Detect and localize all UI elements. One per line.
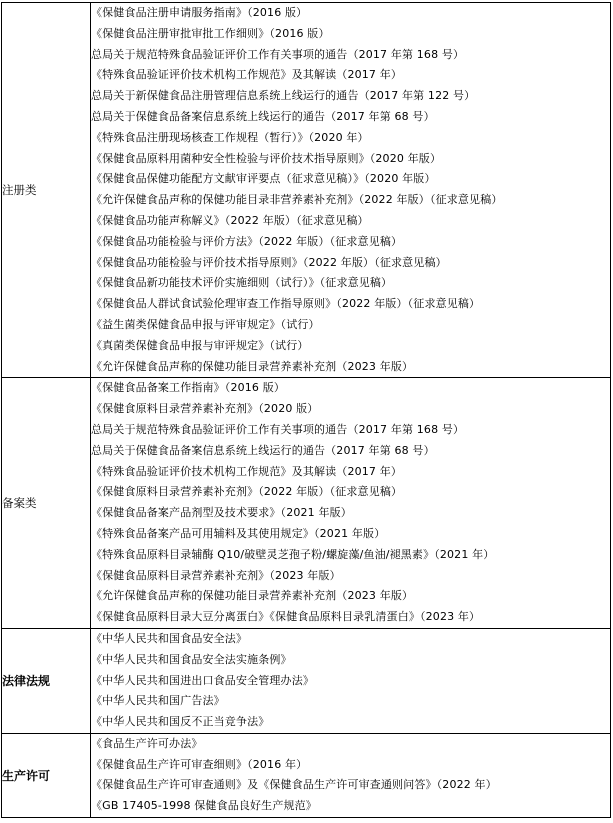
regulation-item: 总局关于规范特殊食品验证评价工作有关事项的通告（2017 年第 168 号） — [91, 47, 465, 61]
section-row — [2, 378, 611, 629]
regulation-item: 《保健食品人群试食试验伦理审查工作指导原则》（2022 年版）（征求意见稿） — [91, 297, 481, 311]
regulation-item: 《真菌类保健食品申报与审评规定》（试行） — [91, 338, 309, 352]
regulation-item: 《保健食品备案工作指南》（2016 版） — [91, 381, 285, 395]
category-label: 注册类 — [2, 3, 91, 378]
section-row — [2, 628, 611, 733]
regulation-item: 《益生菌类保健食品申报与评审规定》（试行） — [91, 317, 320, 331]
category-label: 法律法规 — [2, 628, 91, 733]
regulation-item: 《允许保健食品声称的保健功能目录营养素补充剂（2023 年版） — [91, 589, 414, 603]
regulation-item: 《GB 17405-1998 保健食品良好生产规范》 — [91, 799, 317, 813]
regulation-item: 《保健食原料目录营养素补充剂》（2022 年版）（征求意见稿） — [91, 485, 403, 499]
regulation-item: 《特殊食品原料目录辅酶 Q10/破壁灵芝孢子粉/螺旋藻/鱼油/褪黑素》（2021 年） — [91, 547, 495, 561]
category-label: 备案类 — [2, 378, 91, 629]
regulation-item: 《中华人民共和国食品安全法》 — [91, 631, 248, 645]
regulation-item: 总局关于保健食品备案信息系统上线运行的通告（2017 年第 68 号） — [91, 443, 435, 457]
regulation-item: 《保健食品生产许可审查通则》及《保健食品生产许可审查通则问答》（2022 年） — [91, 778, 497, 792]
regulation-table-body — [2, 3, 611, 818]
regulation-item: 总局关于新保健食品注册管理信息系统上线运行的通告（2017 年第 122 号） — [91, 89, 476, 103]
regulation-item: 《保健食原料目录营养素补充剂》（2020 版） — [91, 402, 319, 416]
regulation-item: 《保健食品注册申请服务指南》（2016 版） — [91, 6, 308, 19]
regulation-list — [91, 733, 611, 817]
regulation-item: 《保健食品保健功能配方文献审评要点（征求意见稿）》（2020 年版） — [91, 172, 436, 186]
regulation-list — [91, 3, 611, 378]
regulation-item: 《特殊食品注册现场核查工作规程（暂行）》（2020 年） — [91, 130, 369, 144]
regulation-table — [1, 2, 611, 818]
regulation-item: 总局关于保健食品备案信息系统上线运行的通告（2017 年第 68 号） — [91, 109, 435, 123]
regulation-item: 《保健食品生产许可审查细则》（2016 年） — [91, 757, 308, 771]
regulation-item: 《允许保健食品声称的保健功能目录营养素补充剂（2023 年版） — [91, 359, 414, 373]
regulation-list — [91, 378, 611, 629]
regulation-item: 《允许保健食品声称的保健功能目录非营养素补充剂》（2022 年版）（征求意见稿） — [91, 193, 503, 207]
regulation-item: 《食品生产许可办法》 — [91, 736, 203, 750]
section-row — [2, 3, 611, 378]
regulation-item: 《保健食品功能检验与评价技术指导原则》（2022 年版）（征求意见稿） — [91, 255, 447, 269]
regulation-item: 《保健食品功能检验与评价方法》（2022 年版）（征求意见稿） — [91, 234, 403, 248]
regulation-item: 《保健食品原料用菌种安全性检验与评价技术指导原则》（2020 年版） — [91, 151, 442, 165]
regulation-item: 《特殊食品备案产品可用辅料及其使用规定》（2021 年版） — [91, 526, 386, 540]
regulation-item: 《特殊食品验证评价技术机构工作规范》及其解读（2017 年） — [91, 68, 402, 82]
category-label: 生产许可 — [2, 733, 91, 817]
regulation-item: 《保健食品新功能技术评价实施细则（试行）》（征求意见稿） — [91, 276, 393, 290]
regulation-item: 《保健食品注册审批审批工作细则》（2016 版） — [91, 26, 330, 40]
regulation-item: 《中华人民共和国进出口食品安全管理办法》 — [91, 673, 314, 687]
regulation-item: 《保健食品原料目录大豆分离蛋白》《保健食品原料目录乳清蛋白》（2023 年） — [91, 610, 481, 624]
regulation-item: 《保健食品功能声称解义》（2022 年版）（征求意见稿） — [91, 213, 369, 227]
regulation-list — [91, 628, 611, 733]
regulation-item: 《特殊食品验证评价技术机构工作规范》及其解读（2017 年） — [91, 464, 402, 478]
regulation-item: 《中华人民共和国食品安全法实施条例》 — [91, 652, 292, 666]
regulation-item: 总局关于规范特殊食品验证评价工作有关事项的通告（2017 年第 168 号） — [91, 422, 465, 436]
section-row — [2, 733, 611, 817]
regulation-item: 《保健食品原料目录营养素补充剂》（2023 年版） — [91, 568, 341, 582]
regulation-item: 《中华人民共和国反不正当竞争法》 — [91, 715, 270, 729]
regulation-item: 《保健食品备案产品剂型及技术要求》（2021 年版） — [91, 506, 352, 520]
regulation-item: 《中华人民共和国广告法》 — [91, 694, 225, 708]
